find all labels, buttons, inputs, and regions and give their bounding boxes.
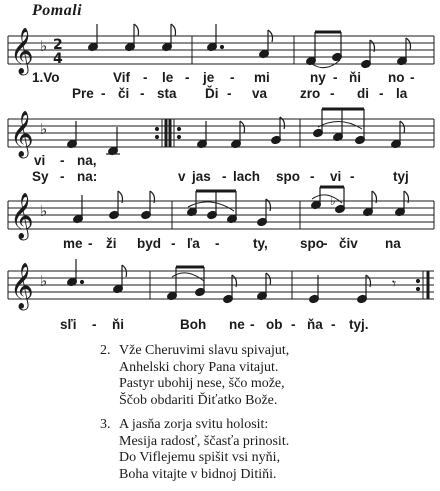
time-sig-bottom: 4 — [53, 51, 63, 67]
staff-system-2 — [0, 103, 440, 159]
lyrics-line-3: me - ži byd - ľa - ty, spo - čiv na — [63, 236, 401, 251]
lyrics-line-1b: Pre - či - sta Ďi - va zro - di - la — [72, 86, 408, 101]
verse-line: Mesija radosť, ščasťa prinosit. — [119, 433, 290, 449]
verse-line: Vže Cheruvimi slavu spivajut, — [119, 343, 290, 358]
verse-line: A jasňa zorja svitu holosit: — [119, 417, 269, 432]
staff-1-notation — [0, 20, 440, 76]
verse-number: 2. — [100, 343, 111, 358]
flat-key-icon: ♭ — [40, 120, 48, 138]
verse-line: Ščob obdariti Ďiťatko Bože. — [119, 392, 278, 408]
treble-clef-icon: 𝄞 — [10, 28, 34, 74]
treble-clef-icon: 𝄞 — [10, 263, 34, 309]
lyrics-line-1a: 1.Vo Vif - le - je - mi ny - ňi no - — [32, 70, 415, 85]
lyrics-line-2b: Sy - na: v jas - lach spo - vi - tyj — [32, 169, 409, 184]
verse-3 — [100, 417, 430, 483]
staff-system-1 — [0, 20, 440, 76]
tempo-marking: Pomali — [32, 2, 83, 19]
verse-line: Boha vitajte v bidnoj Ditiňi. — [119, 466, 277, 482]
additional-verses — [100, 343, 430, 491]
verse-line: Pastyr ubohij nese, ščo može, — [119, 376, 285, 391]
staff-3-notation — [0, 185, 440, 241]
eighth-rest-icon: 𝄾 — [392, 274, 397, 293]
flat-key-icon: ♭ — [40, 37, 48, 55]
staff-system-3 — [0, 185, 440, 241]
staff-2-notation — [0, 103, 440, 159]
flat-key-icon: ♭ — [40, 202, 48, 220]
lyrics-line-4: sľi - ňi Boh ne - ob - ňa - tyj. — [60, 317, 369, 332]
verse-number: 3. — [100, 417, 111, 432]
staff-4-notation — [0, 255, 440, 311]
treble-clef-icon: 𝄞 — [10, 193, 34, 239]
verse-line: Do Viflejemu spišit vsi nyňi, — [119, 450, 281, 465]
verse-line: Anhelski chory Pana vitajut. — [119, 359, 279, 375]
flat-accidental-icon: ♭ — [330, 194, 336, 208]
treble-clef-icon: 𝄞 — [10, 111, 34, 157]
flat-key-icon: ♭ — [40, 272, 48, 290]
staff-system-4 — [0, 255, 440, 311]
lyrics-line-2a: vi - na, — [34, 153, 97, 168]
time-sig-top: 2 — [53, 37, 63, 53]
verse-2 — [100, 343, 430, 409]
